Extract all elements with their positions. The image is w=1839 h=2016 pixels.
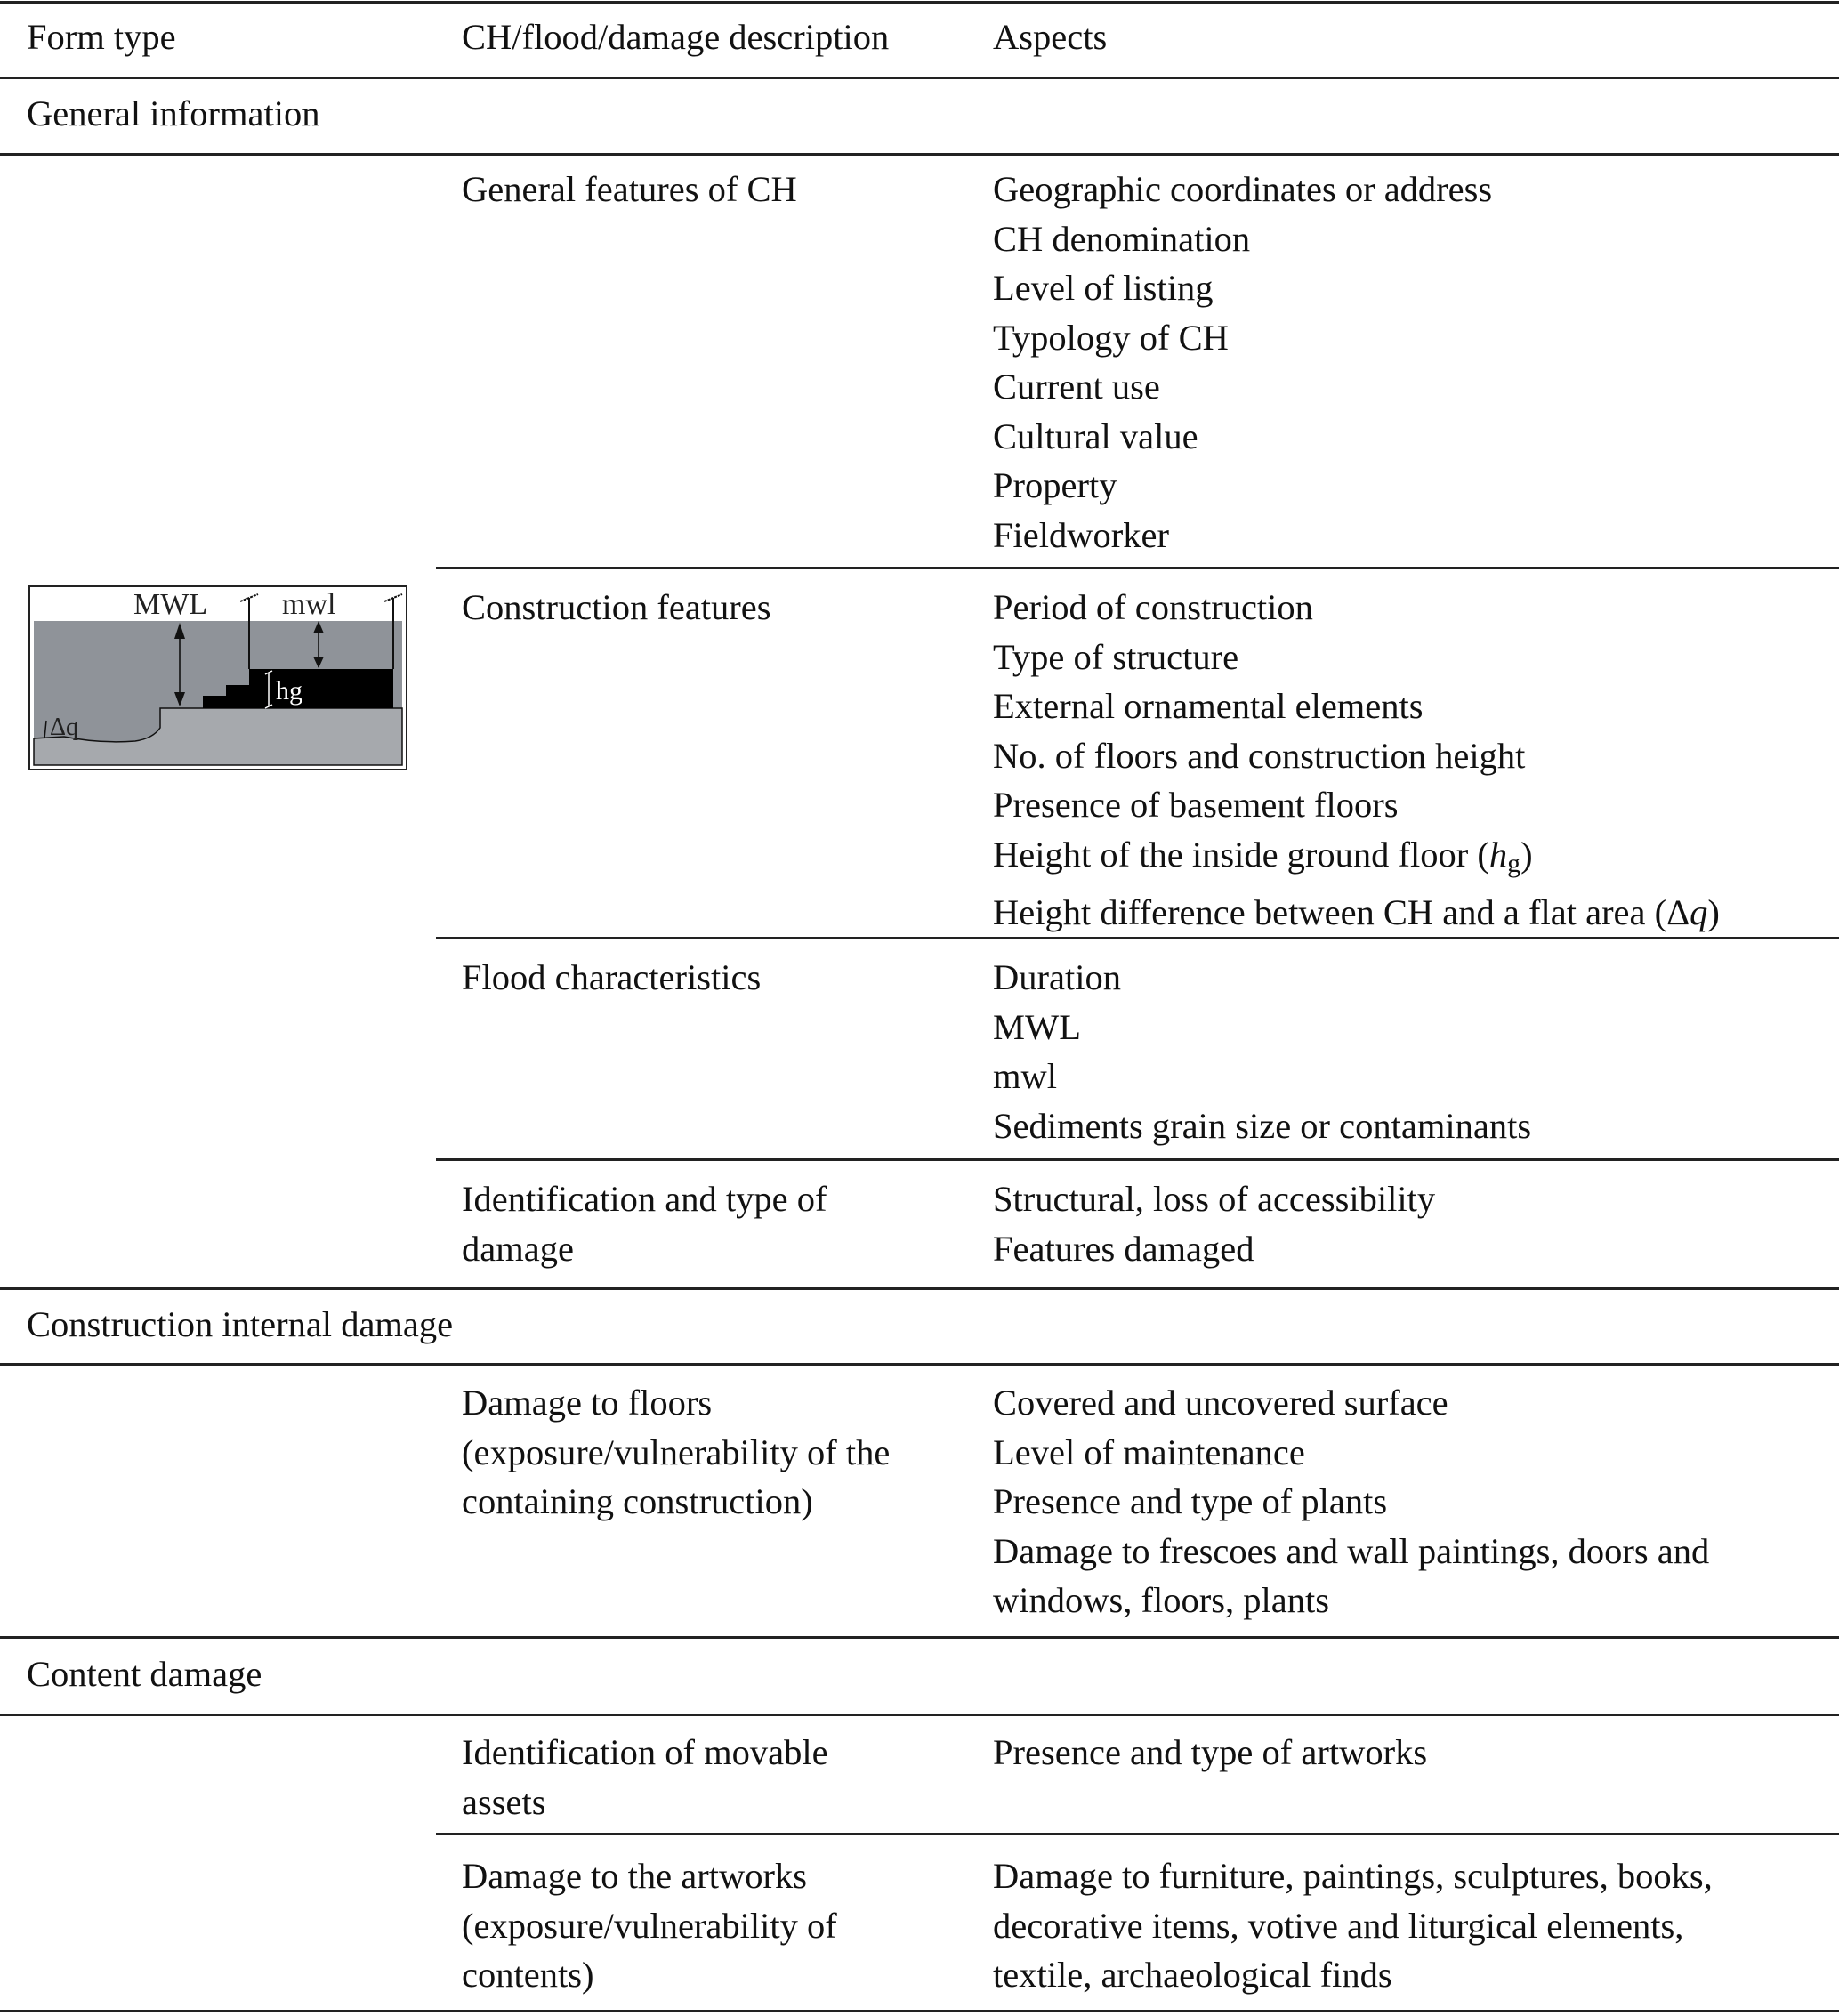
flood-level-diagram — [28, 585, 407, 770]
aspect-dq-prefix: Height difference between CH and a flat area (Δ — [993, 892, 1690, 932]
aspect-hg-subscript: g — [1507, 848, 1521, 878]
description-damage-to-artworks — [462, 1851, 837, 2000]
description-line: damage — [462, 1228, 574, 1269]
diagram-label-MWL: MWL — [133, 588, 208, 621]
aspect-item: textile, archaeological finds — [993, 1955, 1392, 1995]
aspect-hg-prefix: Height of the inside ground floor ( — [993, 834, 1489, 875]
aspects-construction-features — [993, 583, 1720, 938]
aspect-item: CH denomination — [993, 218, 1251, 259]
aspect-item: Cultural value — [993, 415, 1198, 456]
description-line: assets — [462, 1781, 546, 1822]
aspect-item: Sediments grain size or contaminants — [993, 1105, 1532, 1146]
table-bottom-rule — [0, 2010, 1839, 2012]
aspect-item: Presence and type of plants — [993, 1481, 1388, 1521]
section-divider — [0, 1636, 1839, 1639]
aspects-damage-to-artworks — [993, 1851, 1713, 2000]
row-divider — [436, 1833, 1839, 1835]
aspect-hg-symbol: h — [1488, 834, 1508, 875]
aspect-hg-suffix: ) — [1520, 834, 1533, 875]
column-header-form-type: Form type — [27, 17, 176, 57]
section-title-rule — [0, 1714, 1839, 1716]
aspects-flood-characteristics — [993, 953, 1531, 1150]
section-title-content-damage: Content damage — [27, 1654, 262, 1694]
description-general-features: General features of CH — [462, 169, 797, 209]
description-identification-damage — [462, 1174, 827, 1273]
column-header-aspects: Aspects — [993, 17, 1108, 57]
table-top-rule — [0, 1, 1839, 4]
aspect-item: Level of maintenance — [993, 1431, 1305, 1472]
diagram-label-mwl: mwl — [282, 588, 336, 621]
section-title-construction-internal-damage: Construction internal damage — [27, 1304, 454, 1344]
aspect-item: Fieldworker — [993, 514, 1169, 555]
aspect-item: decorative items, votive and liturgical elements, — [993, 1905, 1684, 1946]
aspect-item: Presence and type of artworks — [993, 1732, 1428, 1772]
diagram-label-hg: hg — [276, 676, 302, 706]
aspect-item: No. of floors and construction height — [993, 735, 1526, 776]
aspect-dq-symbol: q — [1690, 892, 1708, 932]
aspect-item: Type of structure — [993, 636, 1239, 677]
aspect-item: windows, floors, plants — [993, 1580, 1329, 1620]
aspect-item: Damage to frescoes and wall paintings, doors and — [993, 1530, 1710, 1571]
column-header-description: CH/flood/damage description — [462, 17, 890, 57]
aspects-general-features — [993, 165, 1492, 560]
row-divider — [436, 567, 1839, 569]
diagram-label-delta-q: Δq — [50, 714, 79, 741]
header-bottom-rule — [0, 77, 1839, 79]
aspect-item: Level of listing — [993, 268, 1214, 308]
aspect-item: MWL — [993, 1006, 1081, 1047]
description-line: contents) — [462, 1955, 594, 1995]
aspect-item-dq — [993, 888, 1720, 938]
description-line: Damage to floors — [462, 1383, 713, 1423]
aspect-item: Duration — [993, 957, 1121, 997]
section-divider — [0, 1287, 1839, 1290]
section-title-rule — [0, 1363, 1839, 1366]
row-divider — [436, 1158, 1839, 1161]
description-line: (exposure/vulnerability of the — [462, 1431, 891, 1472]
description-line: Identification and type of — [462, 1179, 827, 1219]
aspect-item: Period of construction — [993, 587, 1313, 627]
description-line: Damage to the artworks — [462, 1856, 807, 1896]
aspect-item: Geographic coordinates or address — [993, 169, 1493, 209]
description-flood-characteristics: Flood characteristics — [462, 957, 762, 997]
aspect-item-hg — [993, 830, 1720, 889]
aspect-dq-suffix: ) — [1707, 892, 1720, 932]
aspect-item: Features damaged — [993, 1228, 1254, 1269]
section-title-rule — [0, 153, 1839, 156]
aspects-movable-assets — [993, 1728, 1427, 1778]
aspect-item: Current use — [993, 367, 1160, 407]
aspects-damage-to-floors — [993, 1378, 1709, 1625]
description-construction-features: Construction features — [462, 587, 771, 627]
description-line: Identification of movable — [462, 1732, 828, 1772]
aspect-item: Covered and uncovered surface — [993, 1383, 1448, 1423]
aspect-item: External ornamental elements — [993, 686, 1424, 726]
flood-diagram-svg — [28, 585, 407, 770]
aspect-item: Property — [993, 465, 1117, 505]
aspect-item: Damage to furniture, paintings, sculptures, books, — [993, 1856, 1713, 1896]
aspect-item: Typology of CH — [993, 317, 1229, 358]
description-line: containing construction) — [462, 1481, 813, 1521]
description-damage-to-floors — [462, 1378, 890, 1527]
aspects-identification-damage — [993, 1174, 1435, 1273]
description-movable-assets — [462, 1728, 828, 1826]
description-line: (exposure/vulnerability of — [462, 1905, 837, 1946]
aspect-item: Presence of basement floors — [993, 785, 1399, 825]
aspect-item: mwl — [993, 1056, 1058, 1096]
aspect-item: Structural, loss of accessibility — [993, 1179, 1436, 1219]
section-title-general-information: General information — [27, 93, 320, 133]
